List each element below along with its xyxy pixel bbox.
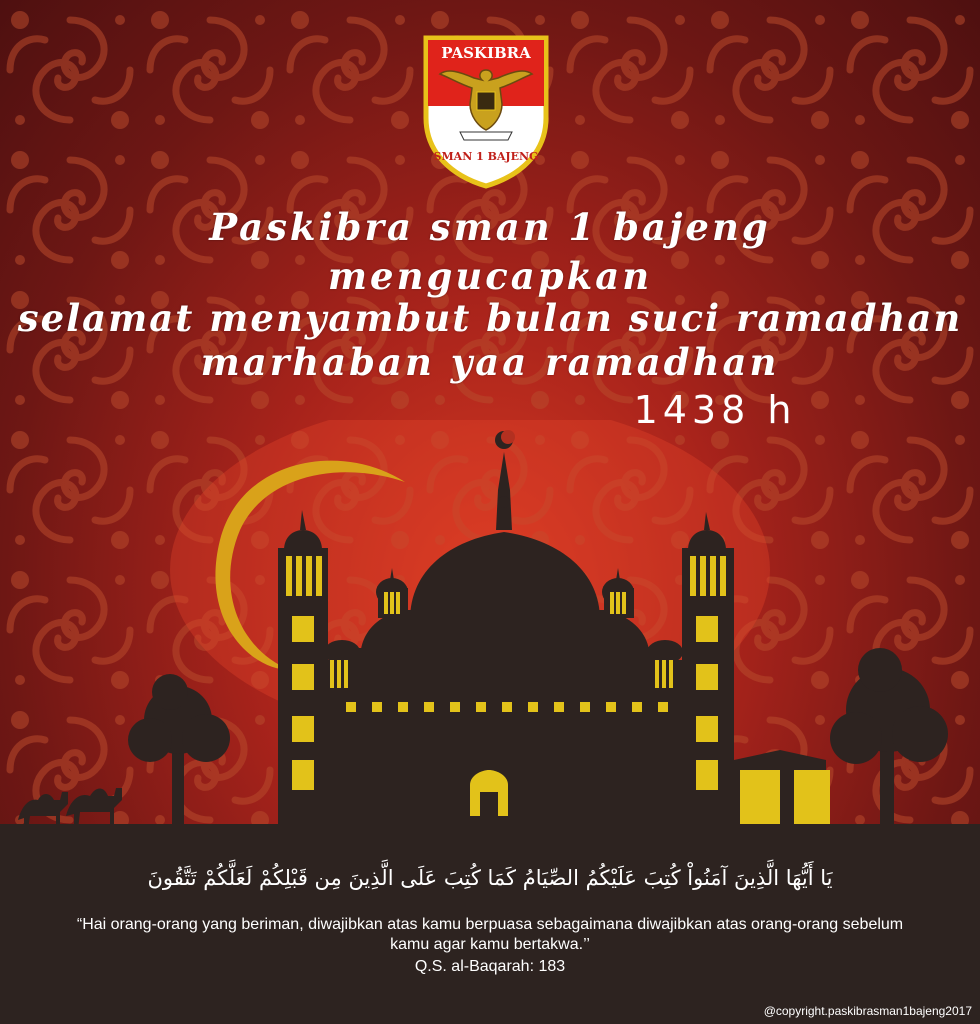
headline-line-2: mengucapkan — [327, 254, 653, 298]
copyright-text: @copyright.paskibrasman1bajeng2017 — [763, 1004, 972, 1018]
verse-translation: “Hai orang-orang yang beriman, diwajibkan atas kamu berpuasa sebagaimana diwajibkan atas orang-orang sebelum kamu agar kamu bertakwa.’’ — [76, 916, 904, 953]
tree-left-icon — [128, 674, 230, 840]
headline-line-4: marhaban yaa ramadhan — [200, 340, 780, 384]
tree-right-icon — [830, 648, 948, 840]
logo-top-text: PASKIBRA — [441, 44, 531, 62]
logo-bottom-text: SMAN 1 BAJENG — [433, 150, 539, 163]
hijri-year: 1438 h — [633, 388, 797, 432]
camel-caravan-icon — [18, 788, 122, 830]
verse-reference: Q.S. al-Baqarah: 183 — [414, 958, 566, 975]
headline-line-1: Paskibra sman 1 bajeng — [209, 205, 771, 249]
headline-line-3: selamat menyambut bulan suci ramadhan — [17, 296, 963, 340]
mosque-scene — [0, 420, 980, 840]
paskibra-logo — [420, 28, 552, 190]
verse-arabic: يَا أَيُّهَا الَّذِينَ آمَنُواْ كُتِبَ عَلَيْكُمُ الصِّيَامُ كَمَا كُتِبَ عَلَى الَّذِينَ مِن قَبْلِكُمْ لَعَلَّكُمْ تَتَّقُونَ — [147, 866, 833, 890]
